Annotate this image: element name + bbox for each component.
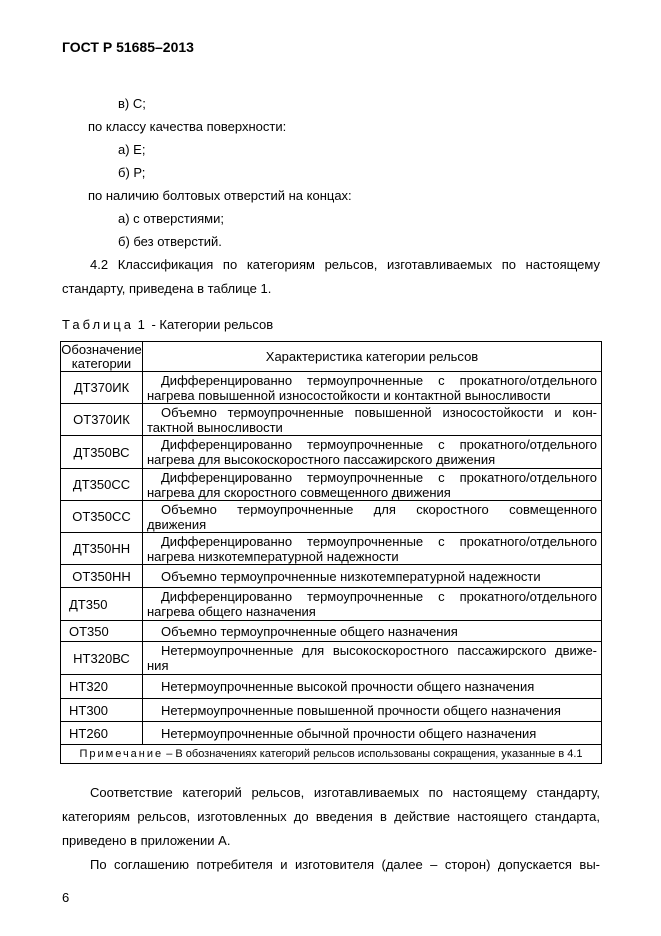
table-row	[61, 588, 602, 621]
paragraph-line: По соглашению потребителя и изготовителя (далее – сторон) допускается вы-	[90, 857, 600, 872]
column-header-characteristic: Характеристика категории рельсов	[143, 342, 602, 372]
category-description	[143, 501, 602, 533]
table-note-row	[61, 745, 602, 764]
table-caption-number: 1	[137, 317, 148, 332]
list-item: б) без отверстий.	[118, 234, 222, 249]
paragraph-line: категориям рельсов, изготовленных до введения в действие настоящего стандарта,	[62, 809, 600, 824]
description-line: Дифференцированно термоупрочненные с прокатного/отдельного	[161, 469, 597, 485]
category-description	[143, 722, 602, 745]
paragraph-line: Соответствие категорий рельсов, изготавливаемых по настоящему стандарту,	[90, 785, 600, 800]
category-description	[143, 533, 602, 565]
description-line: Нетермоупрочненные обычной прочности общего назначения	[161, 725, 537, 741]
description-line: Объемно термоупрочненные общего назначения	[161, 623, 458, 639]
category-description	[143, 372, 602, 404]
table-row	[61, 675, 602, 699]
description-line: Объемно термоупрочненные для скоростного совмещенного	[161, 501, 597, 517]
description-line: тактной выносливости	[147, 419, 283, 435]
table-note	[61, 745, 602, 764]
header-line: категории	[71, 355, 132, 371]
category-description	[143, 469, 602, 501]
document-header-title: ГОСТ Р 51685–2013	[62, 39, 194, 55]
category-code: НТ260	[61, 722, 143, 745]
category-code: ОТ370ИК	[61, 404, 143, 436]
table-row	[61, 404, 602, 436]
description-line: Нетермоупрочненные высокой прочности общего назначения	[161, 679, 535, 694]
category-code: ДТ350НН	[61, 533, 143, 565]
description-line: Дифференцированно термоупрочненные с прокатного/отдельного	[161, 589, 597, 604]
table-row	[61, 501, 602, 533]
list-heading: по классу качества поверхности:	[88, 119, 287, 134]
category-code: ДТ350	[61, 588, 143, 621]
category-code: ДТ350СС	[61, 469, 143, 501]
description-line: нагрева общего назначения	[147, 604, 316, 619]
category-code: НТ320ВС	[61, 642, 143, 675]
table-row	[61, 642, 602, 675]
table-caption-word: Таблица	[62, 317, 134, 332]
category-code: ОТ350СС	[61, 501, 143, 533]
description-line: Нетермоупрочненные повышенной прочности общего назначения	[161, 702, 561, 718]
category-code: ОТ350	[61, 621, 143, 642]
category-code: ОТ350НН	[61, 565, 143, 588]
description-line: Объемно термоупрочненные повышенной износостойкости и кон-	[161, 404, 597, 420]
table-row	[61, 372, 602, 404]
list-item: а) Е;	[118, 142, 146, 157]
category-description	[143, 436, 602, 469]
table-caption-text: - Категории рельсов	[151, 317, 274, 332]
description-line: нагрева повышенной износостойкости и контактной выносливости	[147, 387, 551, 403]
description-line: нагрева для высокоскоростного пассажирского движения	[147, 452, 496, 467]
category-description	[143, 699, 602, 722]
category-code: НТ300	[61, 699, 143, 722]
description-line: Нетермоупрочненные для высокоскоростного пассажирского движе-	[161, 643, 597, 658]
description-line: движения	[147, 516, 207, 532]
table-row	[61, 722, 602, 745]
table-header-row	[61, 342, 602, 372]
category-code: ДТ350ВС	[61, 436, 143, 469]
paragraph-line: стандарту, приведена в таблице 1.	[62, 281, 272, 296]
page-number: 6	[62, 890, 70, 905]
description-line: Объемно термоупрочненные низкотемпературной надежности	[161, 568, 541, 584]
category-description	[143, 404, 602, 436]
paragraph-line: приведено в приложении А.	[62, 833, 231, 848]
table-row	[61, 469, 602, 501]
note-text: – В обозначениях категорий рельсов использованы сокращения, указанные в 4.1	[166, 748, 583, 760]
table-row	[61, 533, 602, 565]
category-description	[143, 565, 602, 588]
table-row	[61, 699, 602, 722]
column-header-designation	[61, 342, 143, 372]
category-code: НТ320	[61, 675, 143, 699]
list-item: а) с отверстиями;	[118, 211, 224, 226]
list-heading: по наличию болтовых отверстий на концах:	[88, 188, 352, 203]
description-line: Дифференцированно термоупрочненные с прокатного/отдельного	[161, 372, 597, 388]
description-line: Дифференцированно термоупрочненные с прокатного/отдельного	[161, 533, 597, 549]
category-description	[143, 675, 602, 699]
table-caption	[62, 317, 273, 333]
list-item: в) С;	[118, 96, 146, 111]
list-item: б) Р;	[118, 165, 146, 180]
paragraph-line: 4.2 Классификация по категориям рельсов, изготавливаемых по настоящему	[90, 257, 600, 272]
table-row	[61, 621, 602, 642]
header-line: Обозначение	[61, 341, 142, 357]
category-description	[143, 588, 602, 621]
category-description	[143, 621, 602, 642]
rail-categories-table	[60, 341, 602, 764]
description-line: нагрева низкотемпературной надежности	[147, 548, 399, 564]
description-line: ния	[147, 658, 169, 673]
category-code: ДТ370ИК	[61, 372, 143, 404]
table-row	[61, 565, 602, 588]
description-line: нагрева для скоростного совмещенного движения	[147, 484, 451, 500]
table-row	[61, 436, 602, 469]
description-line: Дифференцированно термоупрочненные с прокатного/отдельного	[161, 437, 597, 452]
note-word: Примечание	[79, 748, 164, 760]
category-description	[143, 642, 602, 675]
